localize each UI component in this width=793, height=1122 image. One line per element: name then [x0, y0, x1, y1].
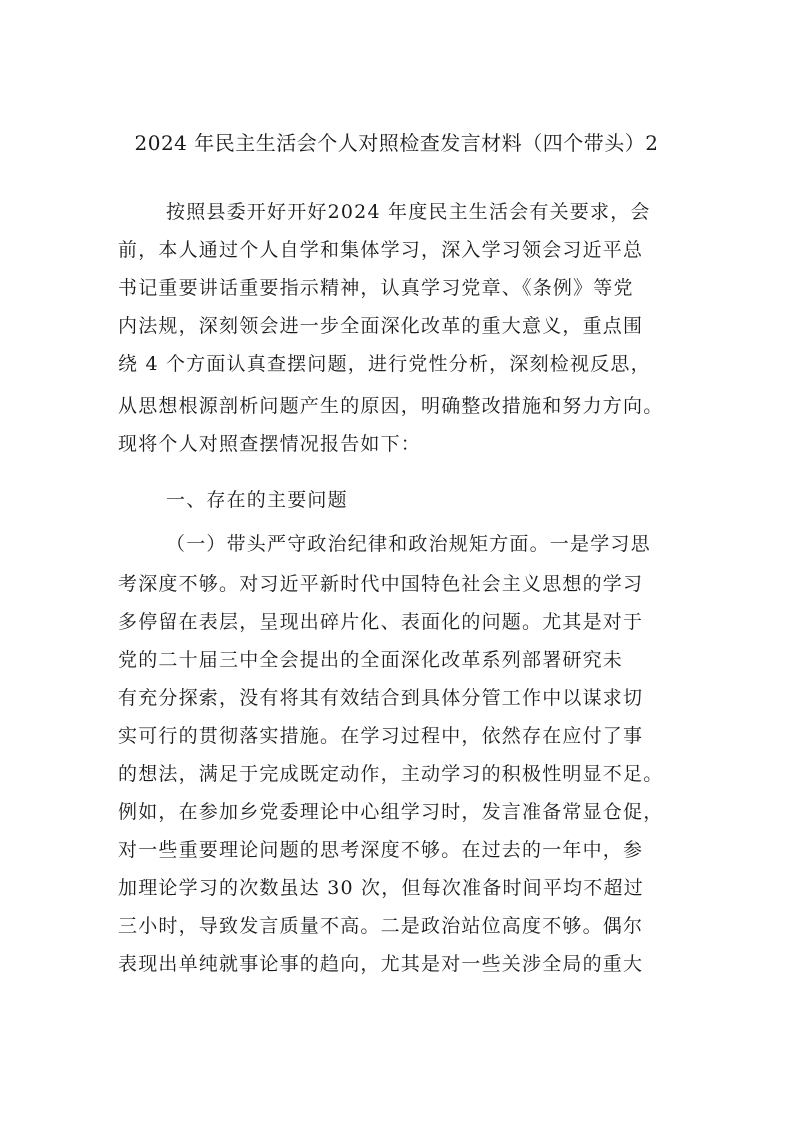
- paragraph-line: 的想法，满足于完成既定动作，主动学习的积极性明显不足。: [118, 763, 664, 785]
- paragraph-line: 现将个人对照查摆情况报告如下：: [118, 433, 422, 455]
- paragraph-line: 有充分探索，没有将其有效结合到具体分管工作中以谋求切: [118, 687, 644, 709]
- paragraph-line: 考深度不够。对习近平新时代中国特色社会主义思想的学习: [118, 573, 644, 595]
- paragraph-line: 实可行的贯彻落实措施。在学习过程中，依然存在应付了事: [118, 725, 644, 747]
- paragraph-line: （一）带头严守政治纪律和政治规矩方面。一是学习思: [166, 533, 651, 555]
- paragraph-line: 对一些重要理论问题的思考深度不够。在过去的一年中，参: [118, 839, 644, 861]
- paragraph-line: 前，本人通过个人自学和集体学习，深入学习领会习近平总: [118, 239, 644, 261]
- paragraph-line: 三小时，导致发言质量不高。二是政治站位高度不够。偶尔: [118, 915, 644, 937]
- paragraph-line: 表现出单纯就事论事的趋向，尤其是对一些关涉全局的重大: [118, 953, 644, 975]
- paragraph-line: 多停留在表层，呈现出碎片化、表面化的问题。尤其是对于: [118, 611, 644, 633]
- paragraph-line: 党的二十届三中全会提出的全面深化改革系列部署研究未: [118, 649, 624, 671]
- paragraph-line: 加理论学习的次数虽达 30 次，但每次准备时间平均不超过: [118, 877, 644, 899]
- paragraph-line: 绕 4 个方面认真查摆问题，进行党性分析，深刻检视反思，: [118, 353, 651, 375]
- section-heading: 一、存在的主要问题: [166, 489, 348, 511]
- paragraph-line: 书记重要讲话重要指示精神，认真学习党章、《条例》等党: [118, 277, 634, 299]
- document-title: 2024 年民主生活会个人对照检查发言材料（四个带头）2: [134, 131, 659, 155]
- paragraph-line: 内法规，深刻领会进一步全面深化改革的重大意义，重点围: [118, 315, 644, 337]
- paragraph-line: 按照县委开好开好2024 年度民主生活会有关要求，会: [166, 201, 651, 223]
- paragraph-line: 例如，在参加乡党委理论中心组学习时，发言准备常显仓促，: [118, 801, 664, 823]
- paragraph-line: 从思想根源剖析问题产生的原因，明确整改措施和努力方向。: [118, 395, 664, 417]
